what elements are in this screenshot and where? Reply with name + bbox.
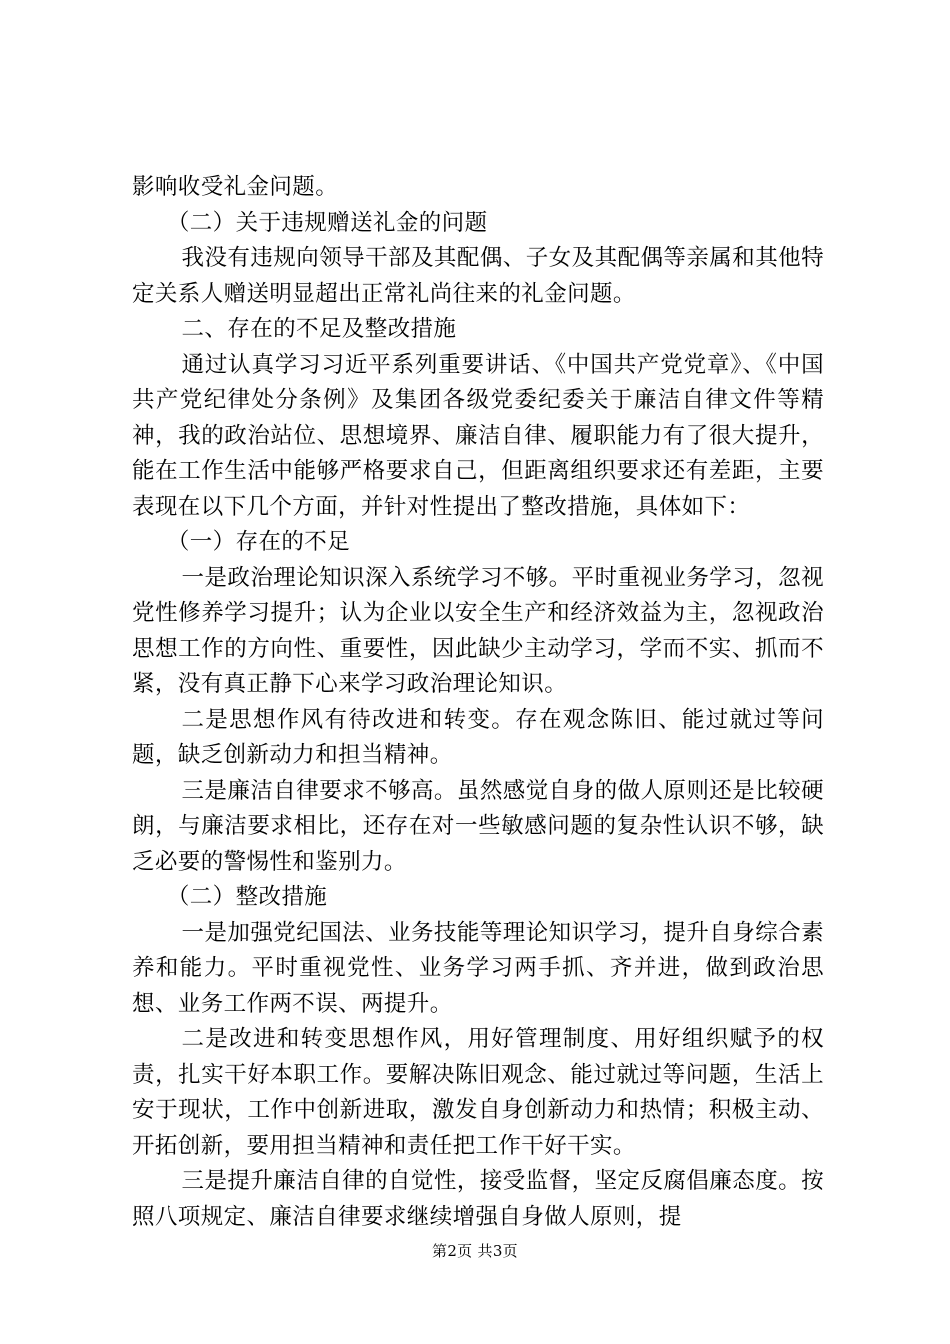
subheading-gifting-issue: （二）关于违规赠送礼金的问题 [166, 209, 488, 236]
paragraph-shortcoming-3: 三是廉洁自律要求不够高。虽然感觉自身的做人原则还是比较硬朗，与廉洁要求相比，还存在对一些敏感问题的复杂性认识不够，缺乏必要的警惕性和鉴别力。 [132, 777, 824, 875]
page-number-footer: 第2页 共3页 [432, 1242, 518, 1260]
paragraph-no-gifting: 我没有违规向领导干部及其配偶、子女及其配偶等亲属和其他特定关系人赠送明显超出正常礼尚往来的礼金问题。 [132, 245, 824, 307]
paragraph-shortcoming-1: 一是政治理论知识深入系统学习不够。平时重视业务学习，忽视党性修养学习提升；认为企业以安全生产和经济效益为主，忽视政治思想工作的方向性、重要性，因此缺少主动学习，学而不实、抓而不紧，没有真正静下心来学习政治理论知识。 [132, 564, 824, 697]
section-heading-shortcomings: 二、存在的不足及整改措施 [181, 316, 457, 342]
paragraph-rectification-1: 一是加强党纪国法、业务技能等理论知识学习，提升自身综合素养和能力。平时重视党性、业务学习两手抓、齐并进，做到政治思想、业务工作两不误、两提升。 [132, 919, 824, 1017]
document-body [132, 170, 824, 1235]
paragraph-rectification-3: 三是提升廉洁自律的自觉性，接受监督，坚定反腐倡廉态度。按照八项规定、廉洁自律要求继续增强自身做人原则，提 [132, 1168, 824, 1230]
subheading-rectification: （二）整改措施 [166, 884, 328, 910]
paragraph-continuation: 影响收受礼金问题。 [132, 174, 339, 200]
paragraph-shortcoming-2: 二是思想作风有待改进和转变。存在观念陈旧、能过就过等问题，缺乏创新动力和担当精神。 [132, 706, 824, 768]
paragraph-rectification-2: 二是改进和转变思想作风，用好管理制度、用好组织赋予的权责，扎实干好本职工作。要解决陈旧观念、能过就过等问题，生活上安于现状，工作中创新进取，激发自身创新动力和热情；积极主动、开拓创新，要用担当精神和责任把工作干好干实。 [132, 1026, 824, 1159]
subheading-shortcomings: （一）存在的不足 [166, 529, 351, 555]
paragraph-study-summary: 通过认真学习习近平系列重要讲话、《中国共产党党章》、《中国共产党纪律处分条例》及集团各级党委纪委关于廉洁自律文件等精神，我的政治站位、思想境界、廉洁自律、履职能力有了很大提升，能在工作生活中能够严格要求自己，但距离组织要求还有差距，主要表现在以下几个方面，并针对性提出了整改措施，具体如下： [132, 351, 824, 520]
